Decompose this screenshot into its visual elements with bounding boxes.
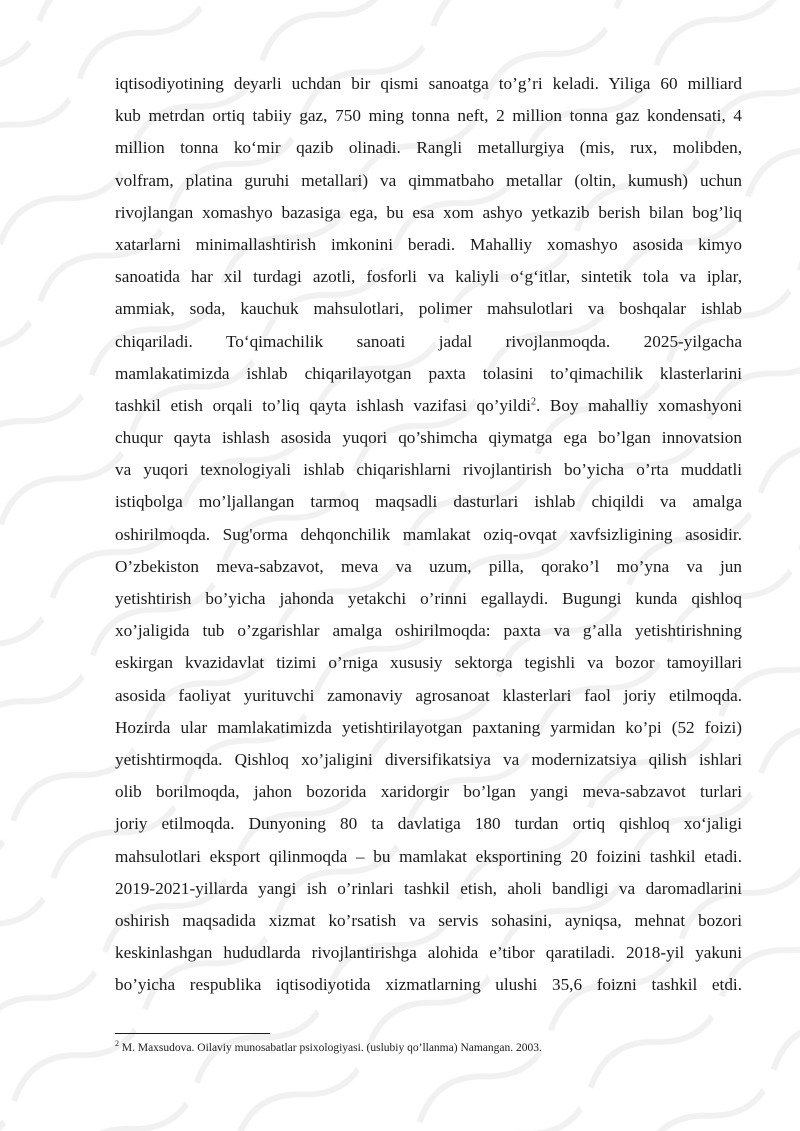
text-line: mahsulotlari eksport qilinmoqda – bu mamlakat eksportining 20 foizini tashkil etadi. — [115, 846, 742, 866]
text-line: olib borilmoqda, jahon bozorida xaridorgir bo’lgan yangi meva-sabzavot turlari — [115, 782, 742, 802]
footnote-reference[interactable]: 2 — [530, 396, 536, 408]
text-line: O’zbekiston meva-sabzavot, meva va uzum, pilla, qorako’l mo’yna va jun — [115, 556, 742, 576]
text-line: sanoatida har xil turdagi azotli, fosforli va kaliyli o‘g‘itlar, sintetik tola va iplar, — [115, 267, 742, 287]
line-text: . Boy mahalliy xomashyoni — [535, 395, 742, 415]
footnote — [115, 1040, 742, 1056]
text-line: volfram, platina guruhi metallari) va qimmatbaho metallar (oltin, kumush) uchun — [115, 170, 742, 190]
footnote-text: M. Maxsudova. Oilaviy munosabatlar psixologiyasi. (uslubiy qo’llanma) Namangan. 2003. — [119, 1042, 542, 1054]
text-line — [115, 390, 742, 422]
text-line: xatarlarni minimallashtirish imkonini beradi. Mahalliy xomashyo asosida kimyo — [115, 234, 742, 254]
text-line: kub metrdan ortiq tabiiy gaz, 750 ming tonna neft, 2 million tonna gaz kondensati, 4 — [115, 106, 742, 126]
text-line: bo’yicha respublika iqtisodiyotida xizmatlarning ulushi 35,6 foizni tashkil etdi. — [115, 975, 742, 995]
text-line: oshirish maqsadida xizmat ko’rsatish va servis sohasini, ayniqsa, mehnat bozori — [115, 910, 742, 930]
text-line: eskirgan kvazidavlat tizimi o’rniga xususiy sektorga tegishli va bozor tamoyillari — [115, 653, 742, 673]
document-body — [115, 68, 742, 1001]
footnote-separator — [115, 1033, 270, 1034]
text-line: asosida faoliyat yurituvchi zamonaviy agrosanoat klasterlari faol joriy etilmoqda. — [115, 685, 742, 705]
text-line: chuqur qayta ishlash asosida yuqori qo’shimcha qiymatga ega bo’lgan innovatsion — [115, 428, 742, 448]
text-line: iqtisodiyotining deyarli uchdan bir qismi sanoatga to’g’ri keladi. Yiliga 60 milliard — [115, 74, 742, 93]
text-line: oshirilmoqda. Sug'orma dehqonchilik mamlakat oziq-ovqat xavfsizligining asosidir. — [115, 524, 742, 544]
text-line: mamlakatimizda ishlab chiqarilayotgan paxta tolasini to’qimachilik klasterlarini — [115, 363, 742, 383]
text-line: istiqbolga mo’ljallangan tarmoq maqsadli dasturlari ishlab chiqildi va amalga — [115, 492, 742, 512]
text-line: 2019-2021-yillarda yangi ish o’rinlari tashkil etish, aholi bandligi va daromadlarini — [115, 878, 742, 898]
footnote-marker: 2 — [115, 1039, 119, 1049]
text-line: va yuqori texnologiyali ishlab chiqarishlarni rivojlantirish bo’yicha o’rta muddatli — [115, 460, 742, 480]
text-line: yetishtirish bo’yicha jahonda yetakchi o’rinni egallaydi. Bugungi kunda qishloq — [115, 589, 742, 608]
text-line: yetishtirmoqda. Qishloq xo’jaligini diversifikatsiya va modernizatsiya qilish ishlari — [115, 749, 742, 769]
line-text: tashkil etish orqali to’liq qayta ishlash vazifasi qo’yildi — [115, 395, 531, 415]
text-line: xo’jaligida tub o’zgarishlar amalga oshirilmoqda: paxta va g’alla yetishtirishning — [115, 621, 742, 641]
text-line: ammiak, soda, kauchuk mahsulotlari, polimer mahsulotlari va boshqalar ishlab — [115, 299, 742, 319]
text-line: joriy etilmoqda. Dunyoning 80 ta davlatiga 180 turdan ortiq qishloq xo‘jaligi — [115, 814, 742, 834]
text-line: keskinlashgan hududlarda rivojlantirishga alohida e’tibor qaratiladi. 2018-yil yakuni — [115, 943, 742, 963]
body-paragraph — [115, 68, 742, 1001]
text-line: million tonna ko‘mir qazib olinadi. Rangli metallurgiya (mis, rux, molibden, — [115, 138, 742, 158]
text-line: chiqariladi. To‘qimachilik sanoati jadal rivojlanmoqda. 2025-yilgacha — [115, 331, 742, 351]
text-line: rivojlangan xomashyo bazasiga ega, bu esa xom ashyo yetkazib berish bilan bog’liq — [115, 202, 742, 222]
text-line: Hozirda ular mamlakatimizda yetishtirilayotgan paxtaning yarmidan ko’pi (52 foizi) — [115, 717, 742, 737]
